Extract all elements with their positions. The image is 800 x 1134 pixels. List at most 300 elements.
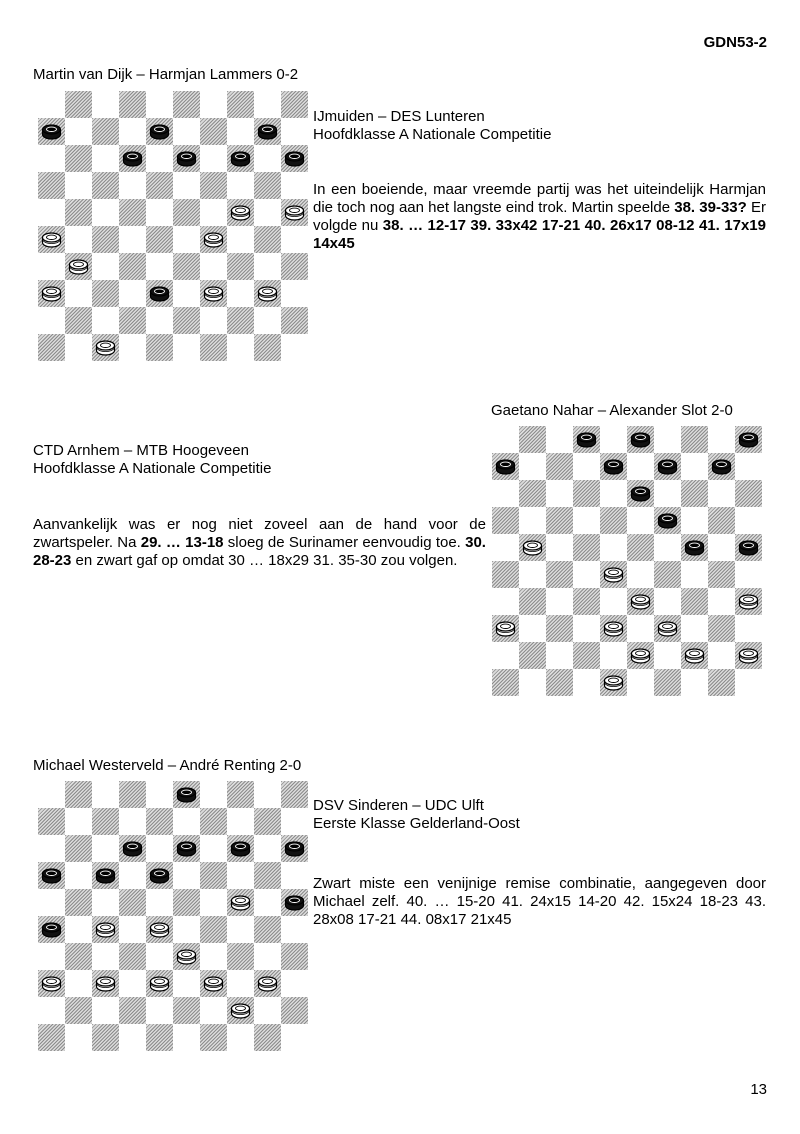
- light-square: [200, 943, 227, 970]
- dark-square: [281, 199, 308, 226]
- light-square: [227, 1024, 254, 1051]
- light-square: [119, 916, 146, 943]
- dark-square: [654, 615, 681, 642]
- dark-square: [38, 862, 65, 889]
- dark-square: [146, 916, 173, 943]
- league-name: Hoofdklasse A Nationale Competitie: [33, 460, 272, 477]
- light-square: [281, 118, 308, 145]
- dark-square: [146, 118, 173, 145]
- light-square: [200, 307, 227, 334]
- dark-square: [281, 943, 308, 970]
- commentary: [313, 875, 766, 929]
- dark-square: [254, 916, 281, 943]
- dark-square: [600, 507, 627, 534]
- commentary: [33, 516, 486, 570]
- dark-square: [254, 862, 281, 889]
- dark-square: [65, 997, 92, 1024]
- dark-square: [146, 172, 173, 199]
- light-square: [254, 835, 281, 862]
- dark-square: [38, 1024, 65, 1051]
- dark-square: [92, 970, 119, 997]
- light-square: [681, 615, 708, 642]
- dark-square: [519, 426, 546, 453]
- light-square: [708, 534, 735, 561]
- dark-square: [254, 226, 281, 253]
- light-square: [627, 507, 654, 534]
- light-square: [281, 916, 308, 943]
- light-square: [735, 615, 762, 642]
- dark-square: [92, 172, 119, 199]
- commentary-segment: en zwart gaf op omdat 30 … 18x29 31. 35-30 zou volgen.: [71, 552, 458, 569]
- light-square: [173, 808, 200, 835]
- light-square: [119, 862, 146, 889]
- dark-square: [173, 835, 200, 862]
- light-square: [654, 642, 681, 669]
- light-square: [200, 781, 227, 808]
- dark-square: [254, 118, 281, 145]
- dark-square: [492, 453, 519, 480]
- light-square: [654, 534, 681, 561]
- dark-square: [735, 480, 762, 507]
- light-square: [254, 199, 281, 226]
- dark-square: [654, 507, 681, 534]
- light-square: [627, 561, 654, 588]
- dark-square: [119, 199, 146, 226]
- dark-square: [92, 226, 119, 253]
- light-square: [38, 145, 65, 172]
- light-square: [519, 615, 546, 642]
- dark-square: [173, 781, 200, 808]
- dark-square: [119, 145, 146, 172]
- light-square: [65, 334, 92, 361]
- light-square: [519, 507, 546, 534]
- light-square: [735, 507, 762, 534]
- dark-square: [38, 118, 65, 145]
- light-square: [573, 561, 600, 588]
- light-square: [227, 226, 254, 253]
- commentary-segment: In een boeiende, maar vreemde partij was het uiteindelijk Harmjan die toch nog aan het langste eind trok. Martin speelde: [313, 181, 766, 216]
- dark-square: [227, 199, 254, 226]
- light-square: [92, 835, 119, 862]
- dark-square: [654, 669, 681, 696]
- light-square: [281, 970, 308, 997]
- page-number: 13: [750, 1081, 767, 1098]
- dark-square: [735, 534, 762, 561]
- commentary-text: [313, 875, 766, 929]
- light-square: [119, 280, 146, 307]
- dark-square: [146, 862, 173, 889]
- dark-square: [200, 808, 227, 835]
- dark-square: [492, 507, 519, 534]
- move-notation: 30. 28-23: [33, 534, 486, 569]
- light-square: [492, 642, 519, 669]
- light-square: [281, 226, 308, 253]
- light-square: [600, 588, 627, 615]
- light-square: [65, 970, 92, 997]
- light-square: [119, 118, 146, 145]
- dark-square: [173, 91, 200, 118]
- dark-square: [65, 943, 92, 970]
- light-square: [227, 916, 254, 943]
- dark-square: [708, 453, 735, 480]
- dark-square: [173, 943, 200, 970]
- dark-square: [146, 226, 173, 253]
- dark-square: [227, 145, 254, 172]
- dark-square: [65, 253, 92, 280]
- dark-square: [573, 642, 600, 669]
- commentary-segment: Aanvankelijk was er nog niet zoveel aan de hand voor de zwartspeler. Na: [33, 516, 486, 551]
- light-square: [119, 970, 146, 997]
- light-square: [65, 118, 92, 145]
- dark-square: [92, 808, 119, 835]
- light-square: [200, 835, 227, 862]
- light-square: [146, 889, 173, 916]
- light-square: [92, 889, 119, 916]
- light-square: [254, 307, 281, 334]
- light-square: [146, 781, 173, 808]
- dark-square: [254, 1024, 281, 1051]
- light-square: [492, 588, 519, 615]
- light-square: [92, 997, 119, 1024]
- dark-square: [600, 453, 627, 480]
- dark-square: [708, 669, 735, 696]
- light-square: [735, 669, 762, 696]
- game-title: Michael Westerveld – André Renting 2-0: [33, 757, 302, 774]
- dark-square: [708, 507, 735, 534]
- dark-square: [254, 334, 281, 361]
- light-square: [173, 172, 200, 199]
- light-square: [119, 226, 146, 253]
- light-square: [708, 480, 735, 507]
- light-square: [65, 172, 92, 199]
- dark-square: [38, 226, 65, 253]
- dark-square: [573, 426, 600, 453]
- dark-square: [146, 1024, 173, 1051]
- dark-square: [600, 561, 627, 588]
- light-square: [681, 561, 708, 588]
- dark-square: [627, 426, 654, 453]
- light-square: [92, 199, 119, 226]
- dark-square: [200, 916, 227, 943]
- dark-square: [146, 280, 173, 307]
- light-square: [281, 280, 308, 307]
- move-notation: 29. … 13-18: [140, 534, 224, 551]
- dark-square: [200, 172, 227, 199]
- dark-square: [281, 889, 308, 916]
- dark-square: [227, 997, 254, 1024]
- light-square: [254, 997, 281, 1024]
- dark-square: [200, 334, 227, 361]
- dark-square: [92, 280, 119, 307]
- light-square: [681, 453, 708, 480]
- dark-square: [492, 561, 519, 588]
- light-square: [146, 835, 173, 862]
- dark-square: [546, 453, 573, 480]
- dark-square: [546, 507, 573, 534]
- dark-square: [38, 970, 65, 997]
- dark-square: [227, 307, 254, 334]
- dark-square: [38, 280, 65, 307]
- commentary: [313, 181, 766, 253]
- dark-square: [119, 889, 146, 916]
- light-square: [173, 226, 200, 253]
- dark-square: [38, 916, 65, 943]
- dark-square: [38, 808, 65, 835]
- light-square: [173, 1024, 200, 1051]
- light-square: [173, 334, 200, 361]
- dark-square: [119, 307, 146, 334]
- dark-square: [519, 480, 546, 507]
- light-square: [65, 916, 92, 943]
- light-square: [600, 480, 627, 507]
- dark-square: [281, 781, 308, 808]
- light-square: [146, 997, 173, 1024]
- light-square: [600, 426, 627, 453]
- dark-square: [92, 334, 119, 361]
- light-square: [92, 91, 119, 118]
- dark-square: [65, 307, 92, 334]
- dark-square: [200, 970, 227, 997]
- dark-square: [200, 118, 227, 145]
- commentary-segment: Er volgde nu: [313, 199, 767, 234]
- light-square: [281, 862, 308, 889]
- dark-square: [92, 1024, 119, 1051]
- dark-square: [254, 280, 281, 307]
- light-square: [38, 835, 65, 862]
- dark-square: [65, 781, 92, 808]
- dark-square: [573, 534, 600, 561]
- light-square: [65, 808, 92, 835]
- light-square: [38, 307, 65, 334]
- dark-square: [92, 916, 119, 943]
- dark-square: [173, 307, 200, 334]
- light-square: [146, 307, 173, 334]
- dark-square: [254, 970, 281, 997]
- dark-square: [173, 199, 200, 226]
- dark-square: [200, 226, 227, 253]
- dark-square: [281, 145, 308, 172]
- dark-square: [227, 253, 254, 280]
- dark-square: [281, 253, 308, 280]
- dark-square: [200, 862, 227, 889]
- light-square: [654, 480, 681, 507]
- light-square: [254, 889, 281, 916]
- light-square: [573, 615, 600, 642]
- dark-square: [173, 997, 200, 1024]
- game-info: [313, 797, 766, 833]
- light-square: [519, 561, 546, 588]
- dark-square: [146, 808, 173, 835]
- move-notation: 38. 39-33?: [674, 199, 747, 216]
- dark-square: [119, 997, 146, 1024]
- dark-square: [227, 889, 254, 916]
- light-square: [146, 253, 173, 280]
- light-square: [735, 561, 762, 588]
- dark-square: [546, 561, 573, 588]
- dark-square: [254, 808, 281, 835]
- light-square: [92, 145, 119, 172]
- dark-square: [119, 91, 146, 118]
- draughts-board: [38, 91, 308, 361]
- dark-square: [627, 588, 654, 615]
- dark-square: [65, 145, 92, 172]
- light-square: [600, 534, 627, 561]
- light-square: [254, 781, 281, 808]
- dark-square: [573, 588, 600, 615]
- light-square: [173, 970, 200, 997]
- light-square: [546, 534, 573, 561]
- light-square: [38, 91, 65, 118]
- dark-square: [92, 118, 119, 145]
- dark-square: [65, 889, 92, 916]
- light-square: [654, 426, 681, 453]
- dark-square: [65, 91, 92, 118]
- light-square: [119, 334, 146, 361]
- light-square: [119, 1024, 146, 1051]
- dark-square: [492, 669, 519, 696]
- dark-square: [573, 480, 600, 507]
- game-info: [313, 108, 766, 144]
- dark-square: [281, 997, 308, 1024]
- light-square: [38, 253, 65, 280]
- dark-square: [681, 642, 708, 669]
- dark-square: [708, 561, 735, 588]
- light-square: [65, 226, 92, 253]
- light-square: [654, 588, 681, 615]
- dark-square: [546, 615, 573, 642]
- light-square: [119, 172, 146, 199]
- light-square: [200, 889, 227, 916]
- dark-square: [681, 534, 708, 561]
- dark-square: [735, 642, 762, 669]
- light-square: [92, 781, 119, 808]
- game-title: Martin van Dijk – Harmjan Lammers 0-2: [33, 66, 299, 83]
- league-name: Eerste Klasse Gelderland-Oost: [313, 815, 520, 832]
- match-name: CTD Arnhem – MTB Hoogeveen: [33, 442, 249, 459]
- dark-square: [227, 781, 254, 808]
- dark-square: [146, 970, 173, 997]
- dark-square: [681, 480, 708, 507]
- light-square: [708, 588, 735, 615]
- dark-square: [119, 253, 146, 280]
- light-square: [573, 507, 600, 534]
- draughts-board: [38, 781, 308, 1051]
- light-square: [627, 453, 654, 480]
- light-square: [200, 997, 227, 1024]
- light-square: [92, 253, 119, 280]
- light-square: [546, 642, 573, 669]
- light-square: [546, 426, 573, 453]
- dark-square: [281, 307, 308, 334]
- light-square: [546, 588, 573, 615]
- dark-square: [735, 426, 762, 453]
- light-square: [200, 253, 227, 280]
- light-square: [65, 1024, 92, 1051]
- commentary-segment: Zwart miste een venijnige remise combinatie, aangegeven door Michael zelf. 40. … 15-20 41. 24x15 14-20 42. 15x24 18-23 43. 28x08 17-21 44. 08x17 21x45: [313, 875, 766, 928]
- light-square: [65, 280, 92, 307]
- league-name: Hoofdklasse A Nationale Competitie: [313, 126, 552, 143]
- light-square: [627, 669, 654, 696]
- dark-square: [173, 253, 200, 280]
- dark-square: [119, 943, 146, 970]
- dark-square: [65, 199, 92, 226]
- game-info: [33, 442, 486, 478]
- light-square: [38, 781, 65, 808]
- game-title: Gaetano Nahar – Alexander Slot 2-0: [491, 402, 733, 419]
- dark-square: [146, 334, 173, 361]
- light-square: [146, 145, 173, 172]
- light-square: [227, 280, 254, 307]
- light-square: [492, 534, 519, 561]
- dark-square: [227, 835, 254, 862]
- dark-square: [627, 534, 654, 561]
- light-square: [173, 916, 200, 943]
- light-square: [119, 808, 146, 835]
- dark-square: [200, 280, 227, 307]
- dark-square: [173, 145, 200, 172]
- dark-square: [735, 588, 762, 615]
- dark-square: [281, 835, 308, 862]
- light-square: [281, 1024, 308, 1051]
- light-square: [254, 91, 281, 118]
- light-square: [146, 943, 173, 970]
- light-square: [573, 453, 600, 480]
- light-square: [254, 145, 281, 172]
- light-square: [254, 253, 281, 280]
- light-square: [681, 669, 708, 696]
- dark-square: [119, 835, 146, 862]
- dark-square: [38, 172, 65, 199]
- light-square: [38, 997, 65, 1024]
- dark-square: [92, 862, 119, 889]
- light-square: [681, 507, 708, 534]
- light-square: [173, 280, 200, 307]
- light-square: [600, 642, 627, 669]
- dark-square: [708, 615, 735, 642]
- dark-square: [119, 781, 146, 808]
- dark-square: [519, 642, 546, 669]
- light-square: [227, 970, 254, 997]
- light-square: [227, 862, 254, 889]
- dark-square: [681, 426, 708, 453]
- light-square: [92, 943, 119, 970]
- dark-square: [546, 669, 573, 696]
- light-square: [708, 642, 735, 669]
- light-square: [38, 889, 65, 916]
- dark-square: [254, 172, 281, 199]
- dark-square: [600, 615, 627, 642]
- light-square: [38, 943, 65, 970]
- dark-square: [173, 889, 200, 916]
- light-square: [200, 145, 227, 172]
- light-square: [492, 426, 519, 453]
- dark-square: [281, 91, 308, 118]
- dark-square: [654, 561, 681, 588]
- header-code: GDN53-2: [703, 34, 767, 51]
- move-notation: 38. … 12-17 39. 33x42 17-21 40. 26x17 08-12 41. 17x19 14x45: [313, 217, 766, 252]
- dark-square: [38, 334, 65, 361]
- light-square: [38, 199, 65, 226]
- light-square: [492, 480, 519, 507]
- dark-square: [627, 642, 654, 669]
- light-square: [254, 943, 281, 970]
- light-square: [546, 480, 573, 507]
- dark-square: [681, 588, 708, 615]
- commentary-text: [313, 181, 766, 253]
- light-square: [519, 669, 546, 696]
- light-square: [227, 808, 254, 835]
- light-square: [627, 615, 654, 642]
